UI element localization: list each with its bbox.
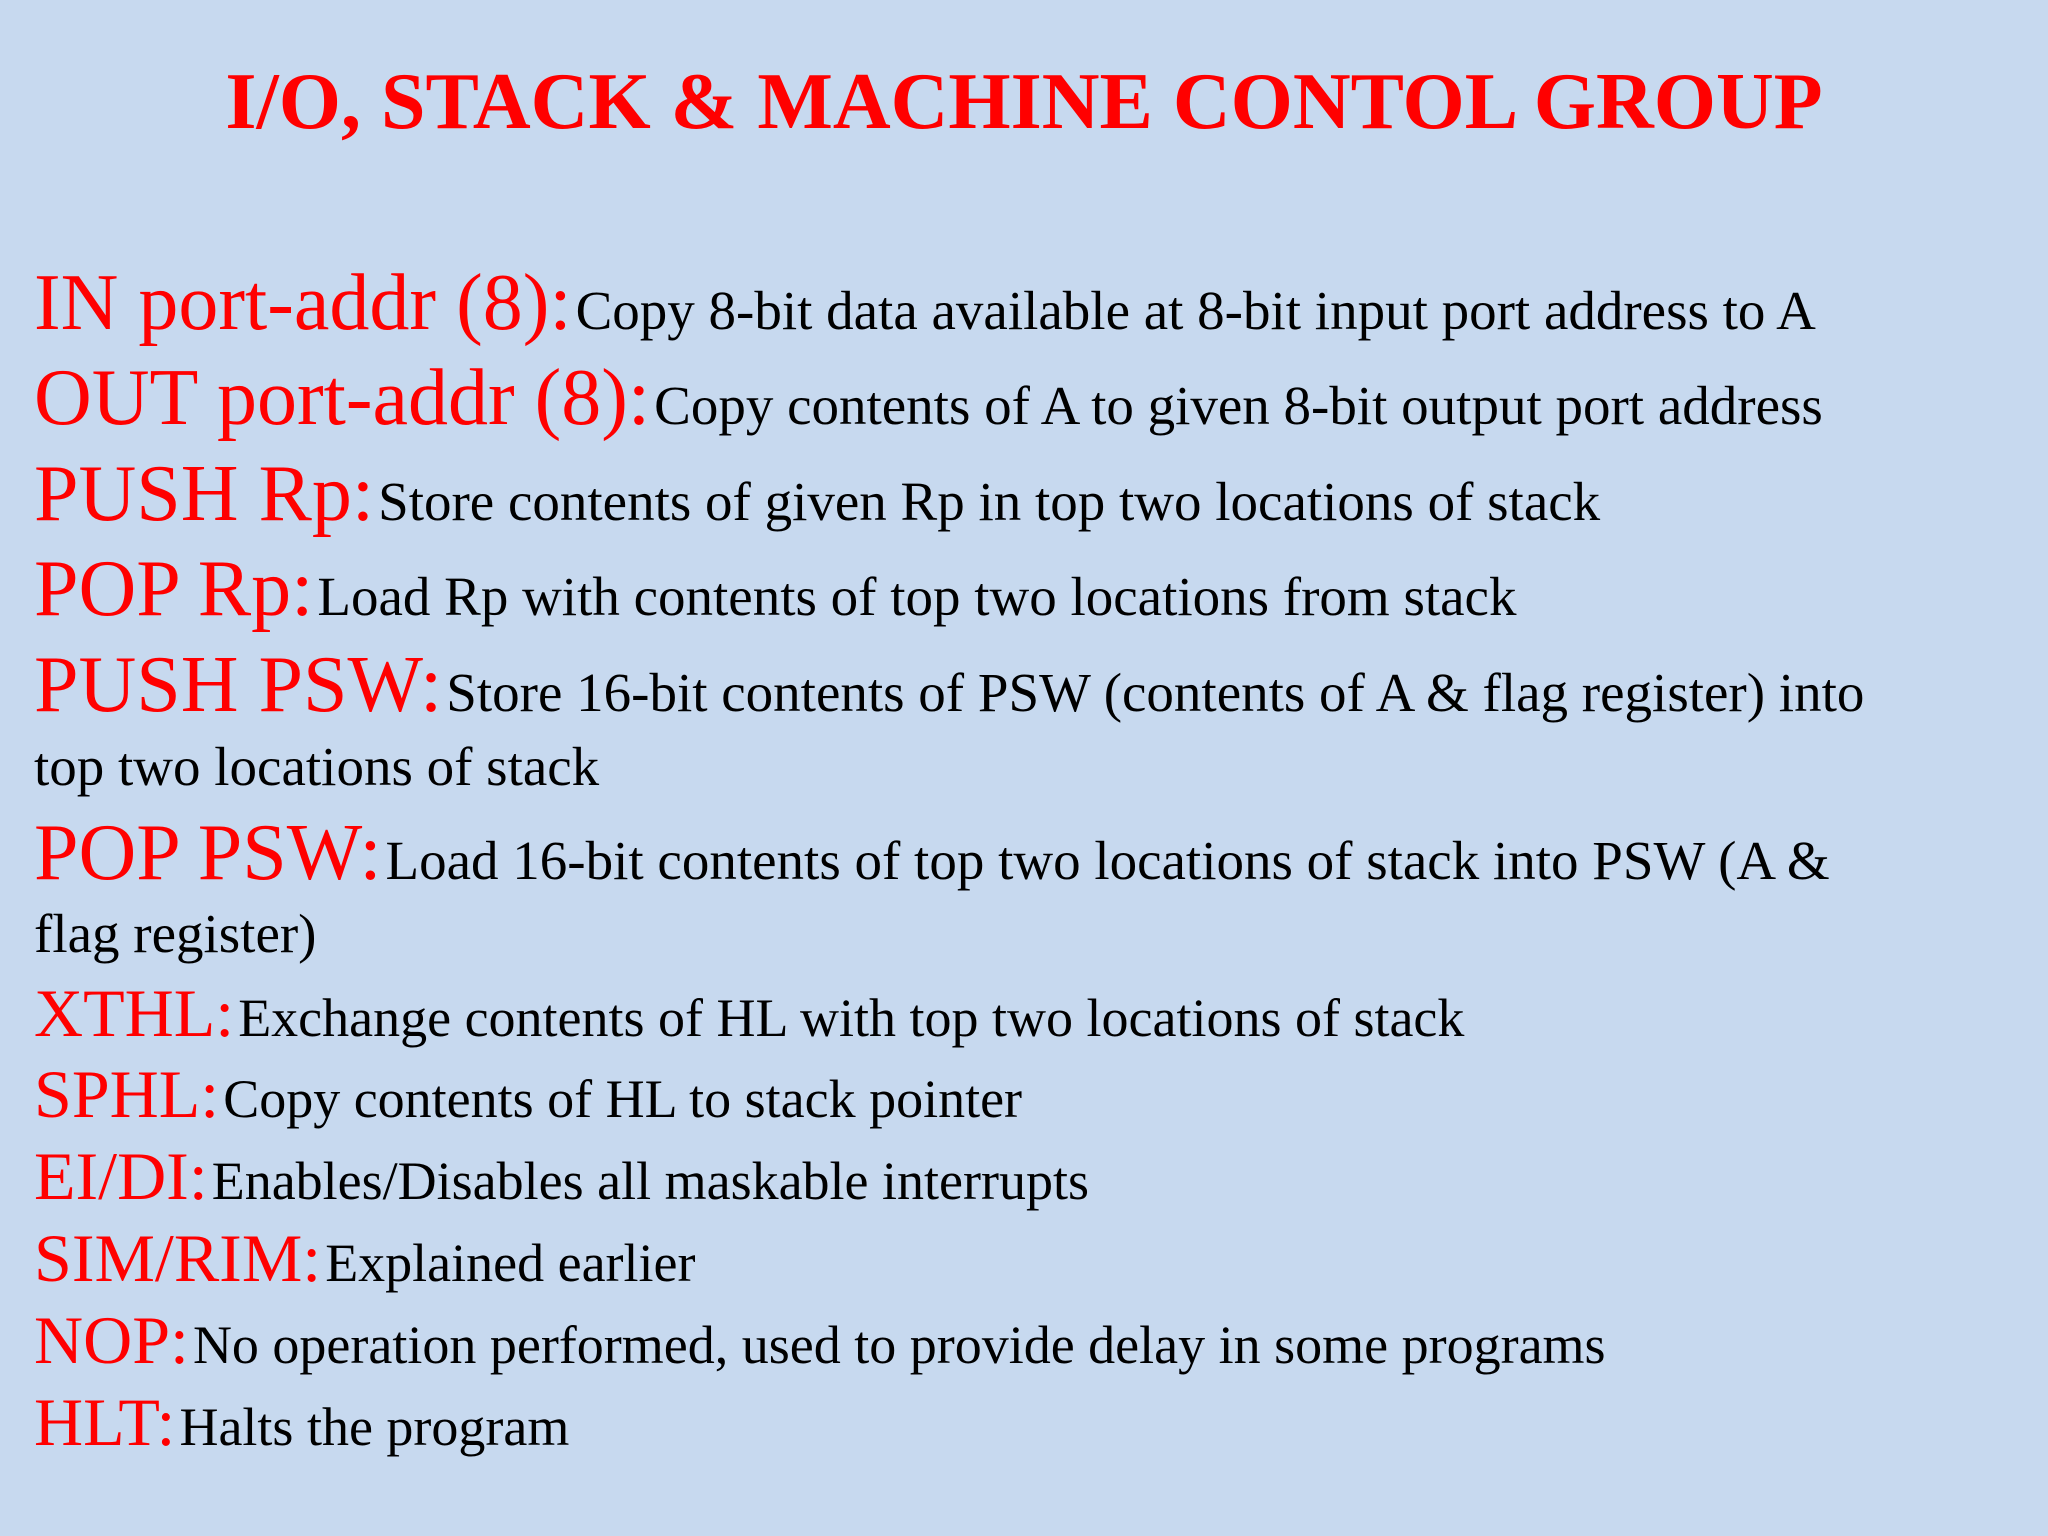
description-hlt: Halts the program — [179, 1397, 570, 1457]
description-in: Copy 8-bit data available at 8-bit input port address to A — [575, 280, 1816, 341]
mnemonic-push-rp: PUSH Rp: — [34, 450, 375, 538]
description-push-psw: Store 16-bit contents of PSW (contents of A & flag register) into — [446, 662, 1865, 723]
description-ei-di: Enables/Disables all maskable interrupts — [211, 1151, 1089, 1211]
mnemonic-xthl: XTHL: — [34, 975, 235, 1051]
mnemonic-push-psw: PUSH PSW: — [34, 641, 443, 729]
description-push-rp: Store contents of given Rp in top two locations of stack — [378, 471, 1601, 532]
mnemonic-in: IN port-addr (8): — [34, 259, 572, 347]
description-nop: No operation performed, used to provide delay in some programs — [192, 1315, 1606, 1375]
mnemonic-ei-di: EI/DI: — [34, 1138, 208, 1214]
mnemonic-pop-psw: POP PSW: — [34, 809, 382, 897]
mnemonic-hlt: HLT: — [34, 1384, 176, 1460]
continuation-pop-psw: flag register) — [34, 903, 317, 964]
slide-title: I/O, STACK & MACHINE CONTOL GROUP — [225, 58, 1823, 146]
entry-hlt — [34, 1384, 2024, 1479]
entry-sim-rim — [34, 1220, 2024, 1315]
mnemonic-pop-rp: POP Rp: — [34, 545, 314, 633]
mnemonic-sim-rim: SIM/RIM: — [34, 1220, 322, 1296]
description-xthl: Exchange contents of HL with top two locations of stack — [238, 988, 1465, 1048]
continuation-push-psw: top two locations of stack — [34, 736, 600, 797]
entry-nop — [34, 1302, 2024, 1397]
description-out: Copy contents of A to given 8-bit output port address — [654, 375, 1823, 436]
description-pop-rp: Load Rp with contents of top two locations from stack — [317, 566, 1517, 627]
entry-sphl — [34, 1056, 2024, 1151]
mnemonic-out: OUT port-addr (8): — [34, 354, 651, 442]
description-pop-psw: Load 16-bit contents of top two locations of stack into PSW (A & — [385, 830, 1830, 891]
mnemonic-sphl: SPHL: — [34, 1056, 220, 1132]
description-sim-rim: Explained earlier — [325, 1233, 696, 1293]
mnemonic-nop: NOP: — [34, 1302, 189, 1378]
entry-ei-di — [34, 1138, 2024, 1233]
description-sphl: Copy contents of HL to stack pointer — [223, 1069, 1023, 1129]
